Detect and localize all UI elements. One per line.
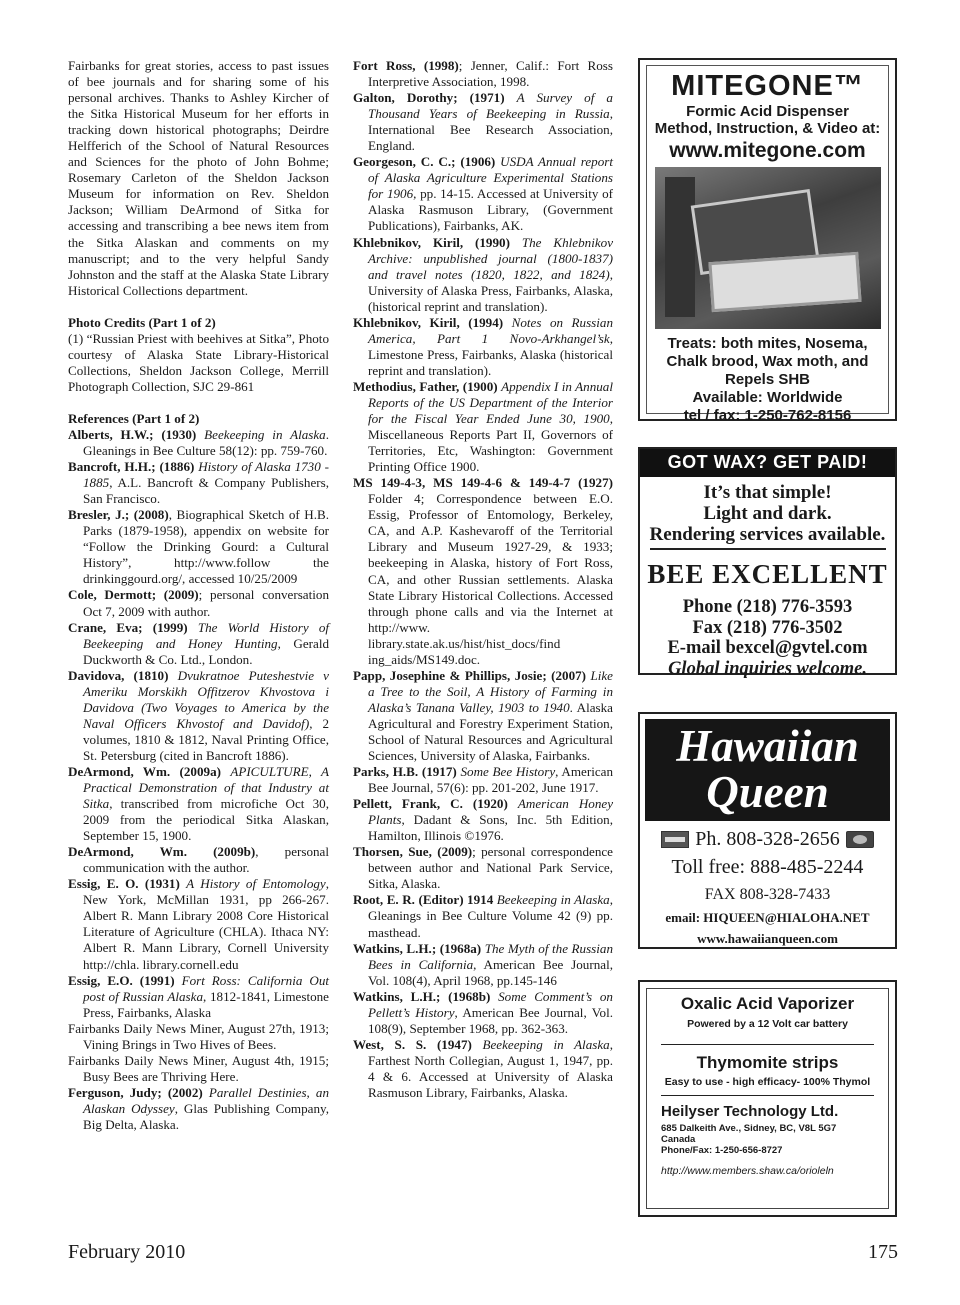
reference-details: , American Bee Journal, Vol. 108(4), April 1968, pp.145-146 <box>368 956 613 988</box>
ad-hawaii-email[interactable]: email: HIQUEEN@HIALOHA.NET <box>665 910 870 925</box>
reference-title: Beekeeping in Alaska <box>496 892 610 908</box>
reference-title: USDA Annual report of Alaska Agriculture Experimental Stations for 1906, <box>368 154 613 202</box>
reference-author: Parks, H.B. (1917) <box>353 764 457 780</box>
reference-author: Root, E. R. (Editor) 1914 <box>353 892 494 908</box>
ad-wax-banner: GOT WAX? GET PAID! <box>640 449 895 477</box>
reference-title: Appendix I in Annual Reports of the US Department of the Interior for the Fiscal Year Ended June 30, 1900 <box>368 378 613 427</box>
reference-entry <box>353 379 613 475</box>
ad-mitegone-title: MITEGONE™ <box>671 70 864 102</box>
reference-entry <box>353 90 613 154</box>
reference-details: , American Bee Journal, Vol. 108(9), September 1968, pp. 362-363. <box>368 1004 613 1036</box>
reference-title: American Honey Plants <box>368 796 614 828</box>
references-list-1 <box>68 427 329 1133</box>
ad-heilyser-address: 685 Dalkeith Ave., Sidney, BC, V8L 5G7 <box>661 1123 837 1134</box>
reference-details: , International Bee Research Association, England. <box>368 106 613 154</box>
reference-details: , University of Alaska Press, Fairbanks, Alaska, (historical reprint and translation). <box>368 266 613 314</box>
ad-hawaii-website[interactable]: www.hawaiianqueen.com <box>697 931 838 946</box>
ad-thymomite-title: Thymomite strips <box>696 1053 839 1072</box>
ad-oxalic-sub: Powered by a 12 Volt car battery <box>687 1018 848 1030</box>
ad-wax-fax: Fax (218) 776-3502 <box>692 617 843 638</box>
reference-author: Ferguson, Judy; (2002) <box>68 1084 203 1100</box>
reference-entry <box>68 507 329 587</box>
ad-wax-phone: Phone (218) 776-3593 <box>682 597 853 617</box>
ad-hawaii-logo <box>645 719 890 821</box>
ad-wax-divider <box>650 548 886 550</box>
reference-author: Thorsen, Sue, (2009) <box>353 844 473 860</box>
references-heading: References (Part 1 of 2) <box>68 410 200 426</box>
reference-details: , Glas Publishing Company, Big Delta, Alaska. <box>83 1100 329 1132</box>
acknowledgements-text: Fairbanks for great stories, access to past issues of bee journals and for sharing some of his personal archives. Thanks to Ashley Kircher of the Sitka Historical Museum for her efforts in tracking down historical photographs; Deirdre Helfferich of the School of Natural Resources and Sciences for the photo of John Bohme; Rosemary Carleton of the Sheldon Jackson Museum for information on Rev. Sheldon Jackson; William DeArmond of Sitka for accessing and transcribing a bee news item from the Sitka Alaskan and comments on my manuscript; and to the very helpful Sandy Johnston and the staff at the Alaska State Library Historical Collections department. <box>68 58 329 298</box>
reference-entry <box>353 235 613 315</box>
ad-hawaii-line1: Hawaiian <box>676 721 859 771</box>
ad-mitegone-body1: Treats: both mites, Nosema, <box>667 335 868 352</box>
reference-author: Alberts, H.W.; (1930) <box>68 426 197 442</box>
reference-details: ; personal conversation Oct 7, 2009 with author. <box>83 587 329 619</box>
reference-author: Essig, E. O. (1931) <box>68 876 180 892</box>
ad-wax-line2: Light and dark. <box>703 503 832 524</box>
ad-mitegone[interactable] <box>638 58 897 424</box>
reference-entry <box>353 764 613 796</box>
reference-details: , personal communication with the author. <box>83 844 329 876</box>
reference-details: , Miscellaneous Reports Part II, Governors of Territories, Etc, Washington: Government Printing Office 1900. <box>368 411 613 475</box>
reference-title: The World History of Beekeeping and Honey Hunting <box>83 619 329 651</box>
reference-details: , Farthest North Collegian, August 1, 1947, pp. 4 & 6. Accessed at University of Alaska Rasmuson Library, Fairbanks, Alaska. <box>368 1036 613 1100</box>
ad-oxalic-title: Oxalic Acid Vaporizer <box>680 994 855 1013</box>
reference-title: History of Alaska 1730 - 1885 <box>83 459 329 491</box>
reference-author: Watkins, L.H.; (1968b) <box>353 988 491 1004</box>
reference-details: ; personal correspondence between author and National Park Service, Sitka, Alaska. <box>368 844 613 892</box>
reference-title: A Survey of a Thousand Years of Beekeeping in Russia <box>368 90 613 122</box>
ad-hawaiian-queen[interactable] <box>638 712 897 949</box>
reference-details: Folder 4; Correspondence between E.O. Essig, Professor of Entomology, Berkeley, CA, and A.P. Kashevaroff of the Territorial Library and Museum 1927-29, & 1933; beekeeping in Alaska, history of Fort Ross, CA, and other Russian settlements. Alaska State Library Historical Collections. Accessed through phone calls and via the Internet at http://www. library.state.ak.us/hist/hist_docs/find ing_aids/MS149.doc. <box>368 491 613 667</box>
reference-title: The Khlebnikov Archive: unpublished journal (1800-1837) and travel notes (1820, 1822, and 1824) <box>368 234 614 282</box>
reference-details: . Alaska Agricultural and Forestry Experiment Station, School of Natural Resources and Agricultural Sciences, University of Alaska, Fairbanks. <box>368 699 613 764</box>
ad-heilyser-company: Heilyser Technology Ltd. <box>661 1103 839 1120</box>
reference-title: A History of Entomology <box>186 876 326 892</box>
reference-title: Dvukratnoe Puteshestvie v Ameriku Morskikh Offitzerov Khvostova i Davidova (Two Voyages to America by the Naval Officers Khvostof and Davidof) <box>83 667 329 731</box>
reference-title: Beekeeping in Alaska <box>204 426 326 442</box>
reference-title: Notes on Russian America, Part 1 Novo-Arkhangel’sk <box>368 314 613 346</box>
reference-entry <box>68 427 329 459</box>
reference-entry <box>68 764 329 844</box>
reference-entry <box>68 1053 329 1085</box>
reference-author: Davidova, (1810) <box>68 667 169 683</box>
reference-title: Some Comment’s on Pellett’s History <box>368 988 613 1020</box>
reference-details: , New York, McMillan 1931, pp 266-267. Albert R. Mann Library 2008 Core Historical Literature of Agriculture (CHLA). Ithaca NY: Albert R. Mann Library, Cornell University http://chla. library.cornell.edu <box>83 876 330 972</box>
reference-author: MS 149-4-3, MS 149-4-6 & 149-4-7 (1927) <box>353 475 613 491</box>
ad-mitegone-body3: Repels SHB <box>724 371 811 388</box>
ad-hawaii-line2: Queen <box>706 767 829 817</box>
reference-entry <box>68 620 329 668</box>
reference-title: Beekeeping in Alaska <box>482 1036 610 1052</box>
reference-author: DeArmond, Wm. (2009b) <box>68 844 256 860</box>
reference-entry <box>68 587 329 619</box>
ad-heilyser[interactable] <box>638 980 897 1217</box>
ad-heilyser-phone: Phone/Fax: 1-250-656-8727 <box>661 1145 783 1156</box>
ad-heilyser-url[interactable]: http://www.members.shaw.ca/orioleln <box>661 1165 834 1177</box>
ad-mitegone-body4: Available: Worldwide <box>692 389 843 406</box>
reference-entry <box>68 844 329 876</box>
ad-mitegone-body2: Chalk brood, Wax moth, and <box>666 353 869 370</box>
reference-author: Watkins, L.H.; (1968a) <box>353 940 482 956</box>
reference-title: APICULTURE, A Practical Demonstration of that Industry at Sitka <box>83 763 329 812</box>
reference-entry <box>353 941 613 989</box>
reference-details: , American Bee Journal, 57(6): pp. 201-202, June 1917. <box>368 764 614 796</box>
reference-title: Like a Tree to the Soil, A History of Farming in Alaska’s Tanana Valley, 1903 to 1940 <box>368 667 613 715</box>
reference-author: Bancroft, H.H.; (1886) <box>68 459 195 475</box>
ad-mitegone-sub1: Formic Acid Dispenser <box>686 103 849 120</box>
ad-wax-global: Global inquiries welcome. <box>668 658 867 679</box>
reference-entry <box>68 459 329 507</box>
reference-details: , Biographical Sketch of H.B. Parks (1879-1958), appendix on website for “Follow the Drinking Gourd: a Cultural History”, http://www.follow the drinkinggourd.org/, accessed 10/25/2009 <box>83 507 330 587</box>
reference-details: , 2 volumes, 1810 & 1812, Naval Printing Office, St. Petersburg (cited in Bancroft 1886). <box>83 715 330 763</box>
ad-heilyser-country: Canada <box>661 1134 696 1145</box>
reference-entry <box>353 58 613 90</box>
reference-entry <box>68 1021 329 1053</box>
reference-author: Pellett, Frank, C. (1920) <box>353 796 508 812</box>
reference-entry <box>68 973 329 1021</box>
reference-details: , transcribed from microfiche Oct 30, 2009 from the periodical Sitka Alaskan, September 15, 1900. <box>83 796 329 844</box>
reference-entry <box>353 475 613 668</box>
photo-credits-heading: Photo Credits (Part 1 of 2) <box>68 314 216 330</box>
ad-wax-line1: It’s that simple! <box>703 482 832 503</box>
reference-author: DeArmond, Wm. (2009a) <box>68 763 221 779</box>
ad-mitegone-sub2: Method, Instruction, & Video at: <box>654 120 881 137</box>
footer-date: February 2010 <box>68 1241 186 1263</box>
reference-details: pp. 14-15. Accessed at University of Alaska Rasmuson Library, (Government Publications), Fairbanks, AK. <box>368 186 614 234</box>
ad-hawaii-phone: Ph. 808-328-2656 <box>695 828 840 850</box>
reference-details: , Limestone Press, Fairbanks, Alaska (historical reprint and translation). <box>368 330 613 378</box>
reference-entry <box>353 315 613 379</box>
reference-entry <box>68 668 329 764</box>
reference-entry <box>68 1085 329 1133</box>
ad-hawaii-tollfree: Toll free: 888-485-2244 <box>671 856 864 878</box>
reference-entry <box>68 876 329 972</box>
reference-details: , A.L. Bancroft & Company Publishers, San Francisco. <box>83 475 329 507</box>
reference-author: Khlebnikov, Kiril, (1990) <box>353 234 510 250</box>
reference-details: , Gerald Duckworth & Co. Ltd., London. <box>83 635 329 667</box>
reference-author: Fort Ross, (1998) <box>353 58 459 73</box>
reference-author: Georgeson, C. C.; (1906) <box>353 154 496 170</box>
reference-author: Khlebnikov, Kiril, (1994) <box>353 314 504 330</box>
mastercard-icon <box>846 831 874 848</box>
reference-author: Galton, Dorothy; (1971) <box>353 90 505 106</box>
ad-mitegone-url[interactable]: www.mitegone.com <box>669 139 866 162</box>
references-list-2 <box>353 58 613 1101</box>
ad-hawaii-fax: FAX 808-328-7433 <box>704 886 831 903</box>
ad-bee-excellent[interactable] <box>638 447 897 679</box>
reference-entry <box>353 989 613 1037</box>
ad-wax-brand: BEE EXCELLENT <box>647 559 888 589</box>
reference-title: Parallel Destinies, an Alaskan Odyssey <box>83 1084 329 1116</box>
ad-wax-line3: Rendering services available. <box>649 524 886 545</box>
reference-author: Essig, E.O. (1991) <box>68 972 175 988</box>
reference-author: Methodius, Father, (1900) <box>353 378 498 394</box>
ad-mitegone-phone: tel / fax: 1-250-762-8156 <box>683 407 852 424</box>
ad-mitegone-photo <box>655 167 881 329</box>
reference-entry <box>353 1037 613 1101</box>
reference-entry <box>353 796 613 844</box>
visa-card-icon <box>661 831 689 848</box>
reference-details: . Gleanings in Bee Culture 58(12): pp. 759-760. <box>83 426 330 459</box>
reference-details: Fairbanks Daily News Miner, August 4th, 1915; Busy Bees are Thriving Here. <box>68 1052 329 1084</box>
reference-details: Fairbanks Daily News Miner, August 27th, 1913; Vining Brings in Two Hives of Bees. <box>68 1020 329 1052</box>
article-column-2 <box>353 58 613 1101</box>
reference-details: , Dadant & Sons, Inc. 5th Edition, Hamilton, Illinois ©1976. <box>368 812 613 844</box>
ad-wax-email[interactable]: E-mail bexcel@gvtel.com <box>667 638 868 658</box>
reference-author: Bresler, J.; (2008) <box>68 507 169 523</box>
ad-oxalic-divider-2 <box>661 1095 874 1096</box>
reference-details: , 1812-1841, Limestone Press, Fairbanks, Alaska <box>83 988 329 1020</box>
reference-details: ; Jenner, Calif.: Fort Ross Interpretive Association, 1998. <box>368 58 614 90</box>
ad-thymomite-sub: Easy to use - high efficacy- 100% Thymol <box>664 1076 871 1088</box>
reference-title: Some Bee History <box>460 764 556 780</box>
reference-title: Fort Ross: California Out post of Russian Alaska <box>83 972 329 1004</box>
reference-author: West, S. S. (1947) <box>353 1036 472 1052</box>
reference-details: , Gleanings in Bee Culture Volume 42 (9) pp. masthead. <box>368 892 613 940</box>
page-number: 175 <box>868 1241 898 1263</box>
reference-author: Cole, Dermott; (2009) <box>68 587 199 603</box>
reference-entry <box>353 668 613 764</box>
reference-author: Papp, Josephine & Phillips, Josie; (2007) <box>353 667 587 683</box>
photo-credits-text: (1) “Russian Priest with beehives at Sitka”, Photo courtesy of Alaska State Library-Historical Collections, Sheldon Jackson College, Merrill Photograph Collection, SJC 29-861 <box>68 330 329 394</box>
reference-entry <box>353 844 613 892</box>
reference-author: Crane, Eva; (1999) <box>68 619 188 635</box>
article-column-1 <box>68 58 329 1133</box>
ad-oxalic-divider <box>661 1044 874 1045</box>
reference-entry <box>353 154 613 234</box>
reference-entry <box>353 892 613 940</box>
reference-title: The Myth of the Russian Bees in California <box>368 940 613 972</box>
